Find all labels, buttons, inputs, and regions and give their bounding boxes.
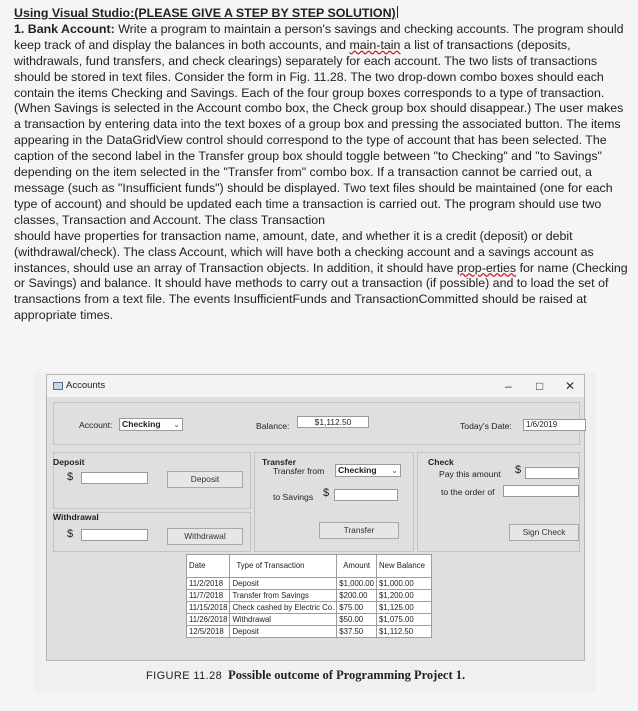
accounts-window [46,374,585,661]
figure-number: FIGURE 11.28 [146,670,223,682]
grid-cell: 11/15/2018 [187,602,230,614]
maximize-icon[interactable]: □ [536,379,544,393]
grid-cell: Check cashed by Electric Co. [230,602,337,614]
transfer-dollar: $ [323,487,330,499]
withdrawal-group-label: Withdrawal [53,512,99,522]
table-row[interactable] [187,590,432,602]
grid-cell: 11/2/2018 [187,578,230,590]
grid-header[interactable]: Date [187,555,230,578]
todays-date-display: 1/6/2019 [523,419,586,431]
paragraph-3-rest: for name (Checking or Savings) and balance. It should have methods to carry out a transaction (if possible) and to load the set of transactions from a text file. The events InsufficientFunds and TransactionCommitted should be raised at appropriate times. [14,260,628,323]
paragraph-1 [14,22,628,86]
grid-cell: $1,200.00 [376,590,431,602]
grid-cell: 11/26/2018 [187,614,230,626]
problem-label: 1. Bank Account: [14,21,115,36]
paragraph-1-rest: a list of transactions (deposits, withdrawals, fund transfers, and check clearings) separately for each account. The two lists of transactions should be stored in text files. Consider the form in Fig. 11.28. The two drop-down combo boxes should each [14,37,604,84]
transfer-from-combo[interactable] [335,464,401,477]
deposit-button[interactable]: Deposit [167,471,243,488]
transfer-button[interactable]: Transfer [319,522,399,539]
grid-cell: 11/7/2018 [187,590,230,602]
spellcheck-word: prop-erties [456,260,517,275]
transfer-amount-input[interactable] [334,489,398,501]
pay-amount-label: Pay this amount [439,469,501,479]
chevron-down-icon: ⌄ [173,420,180,429]
grid-cell: $37.50 [337,626,377,638]
deposit-dollar: $ [67,471,74,483]
transfer-group-label: Transfer [262,457,296,467]
transfer-to-label: to Savings [273,492,314,502]
sign-check-button[interactable]: Sign Check [509,524,579,541]
check-group-label: Check [428,457,454,467]
figure-title: Possible outcome of Programming Project 1. [228,668,466,682]
grid-cell: $200.00 [337,590,377,602]
withdrawal-dollar: $ [67,528,74,540]
deposit-group-label: Deposit [53,457,85,467]
account-label: Account: [79,420,113,430]
order-of-label: to the order of [441,487,495,497]
balance-label: Balance: [256,421,290,431]
window-title: Accounts [66,380,106,391]
deposit-amount-input[interactable] [81,472,148,484]
table-row[interactable] [187,614,432,626]
grid-cell: $75.00 [337,602,377,614]
paragraph-1-lead: Write a program to maintain a person's savings and checking accounts. The program should keep track of and display the balances in both accounts, and [14,21,624,52]
heading: Using Visual Studio:(PLEASE GIVE A STEP BY STEP SOLUTION) [14,6,396,20]
grid-cell: Withdrawal [230,614,337,626]
text-caret [397,6,398,18]
payee-input[interactable] [503,485,579,497]
transfer-from-label: Transfer from [273,466,325,476]
chevron-down-icon: ⌄ [391,466,398,475]
minimize-icon[interactable]: – [505,379,512,393]
spellcheck-word: main-tain [349,37,401,52]
withdrawal-button[interactable]: Withdrawal [167,528,243,545]
figure-caption [146,668,465,683]
transfer-from-combo-value: Checking [338,465,377,475]
grid-cell: Deposit [230,626,337,638]
close-icon[interactable]: ✕ [565,379,576,393]
accounts-app-icon [53,382,63,390]
withdrawal-amount-input[interactable] [81,529,148,541]
grid-header-row [187,555,432,578]
grid-header[interactable]: New Balance [376,555,431,578]
problem-text [14,6,628,324]
account-combo[interactable] [119,418,183,431]
table-row[interactable] [187,578,432,590]
paragraph-3-lead: should have properties for transaction name, amount, date, and whether it is a credit (deposit) or debit (withdrawal/check). The class Account, which will have both a checking account and a savings account as instances, should use an array of Transaction objects. In addition, it should have [14,228,594,275]
transactions-grid[interactable] [186,554,432,638]
paragraph-3 [14,229,628,324]
check-amount-input[interactable] [525,467,579,479]
grid-cell: Transfer from Savings [230,590,337,602]
paragraph-2: contain the items Checking and Savings. Each of the four group boxes corresponds to a type of transaction. (When Savings is selected in the Account combo box, the Check group box should disappear.) The user makes a transaction by entering data into the text boxes of a group box and pressing the associated button. The items appearing in the DataGridView control should correspond to the type of account that has been selected. The caption of the second label in the Transfer group box should toggle between "to Checking" and "to Savings" depending on the item selected in the "Transfer from" combo box. If a transaction cannot be carried out, a message (such as "Insufficient funds") should be displayed. Two text files should be maintained (one for each type of account) and should be updated each time a transaction is carried out. The program should use two classes, Transaction and Account. The class Transaction [14,85,624,227]
figure [34,372,596,692]
table-row[interactable] [187,602,432,614]
grid-cell: $1,125.00 [376,602,431,614]
balance-display: $1,112.50 [297,416,369,428]
grid-cell: $1,112.50 [376,626,431,638]
todays-date-label: Today's Date: [460,421,512,431]
grid-cell: $1,000.00 [337,578,377,590]
grid-cell: $1,075.00 [376,614,431,626]
title-bar [47,375,584,397]
grid-cell: $1,000.00 [376,578,431,590]
account-combo-value: Checking [122,419,161,429]
grid-cell: 12/5/2018 [187,626,230,638]
table-row[interactable] [187,626,432,638]
grid-cell: Deposit [230,578,337,590]
grid-header[interactable]: Amount [337,555,377,578]
grid-header[interactable]: Type of Transaction [230,555,337,578]
check-dollar: $ [515,464,522,476]
grid-cell: $50.00 [337,614,377,626]
